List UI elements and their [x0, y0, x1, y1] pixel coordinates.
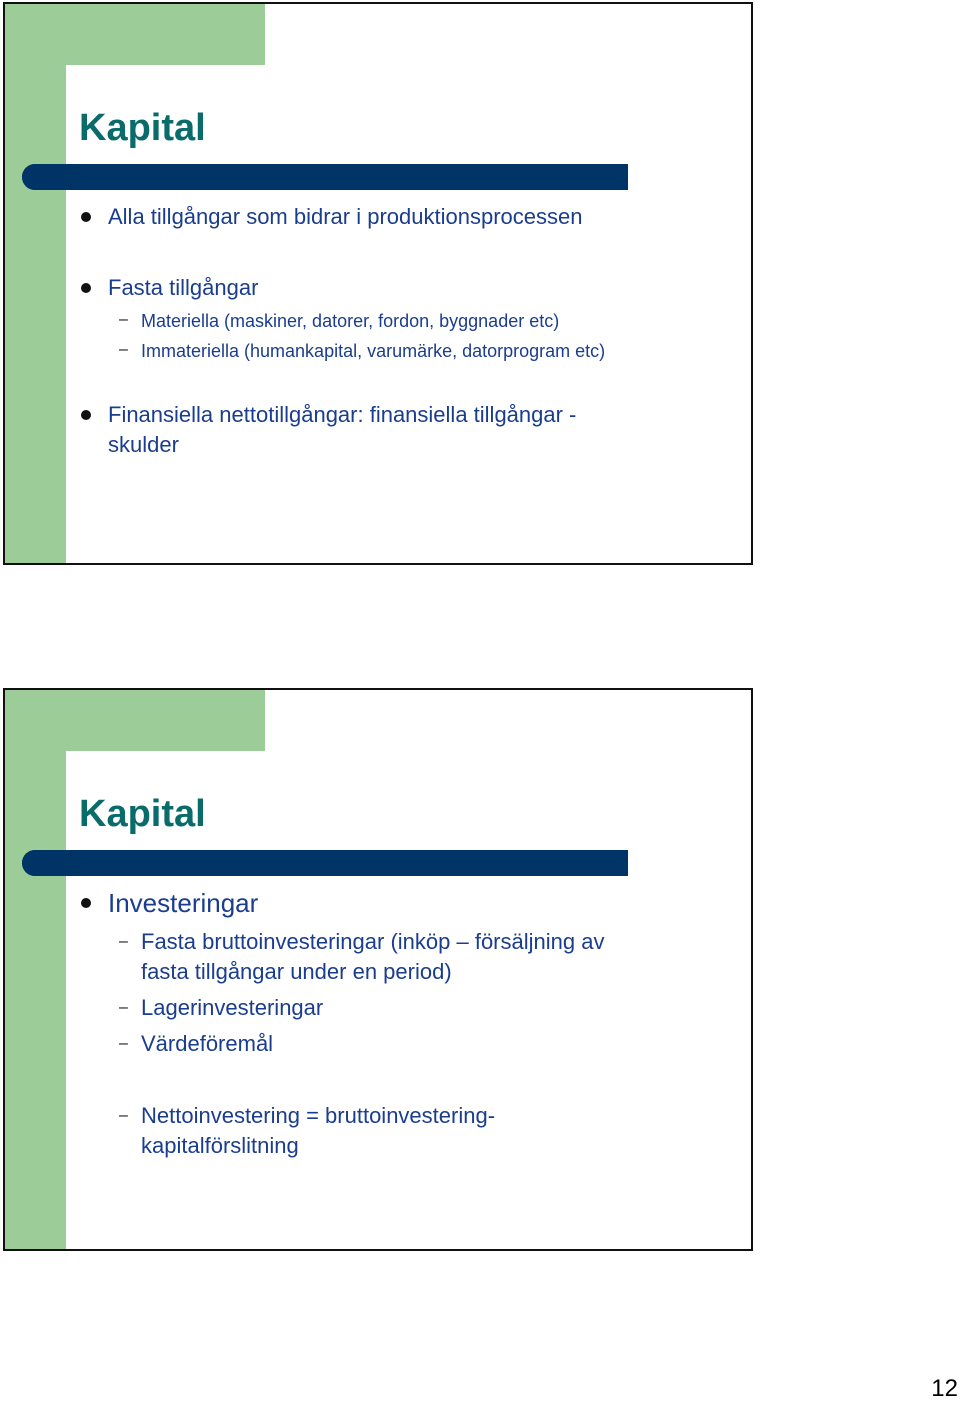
slide-title: Kapital: [79, 793, 206, 835]
dash-marker: –: [119, 1107, 128, 1124]
dash-marker: –: [119, 341, 128, 358]
page-number: 12: [931, 1375, 958, 1402]
bullet-text-continuation: skulder: [108, 432, 179, 457]
title-underline-bar: [22, 850, 628, 876]
bullet-text: Investeringar: [108, 888, 259, 918]
title-underline-bar: [22, 164, 628, 190]
green-top-band: [5, 4, 265, 65]
slide-title: Kapital: [79, 107, 206, 149]
sub-bullet-text: Lagerinvesteringar: [141, 995, 324, 1020]
bullet-text: Finansiella nettotillgångar: finansiella tillgångar -: [108, 402, 577, 427]
dash-marker: –: [119, 1035, 128, 1052]
sub-bullet-text: Materiella (maskiner, datorer, fordon, byggnader etc): [141, 311, 560, 331]
slide-2: [3, 688, 753, 1251]
sub-bullet-text-continuation: kapitalförslitning: [141, 1133, 299, 1158]
dash-marker: –: [119, 311, 128, 328]
bullet-dot: [81, 283, 91, 293]
sub-bullet-text: Värdeföremål: [141, 1031, 274, 1056]
dash-marker: –: [119, 999, 128, 1016]
bullet-text: Fasta tillgångar: [108, 275, 259, 300]
sub-bullet-text: Immateriella (humankapital, varumärke, datorprogram etc): [141, 341, 606, 361]
sub-bullet-text-continuation: fasta tillgångar under en period): [141, 959, 452, 984]
bullet-dot: [81, 898, 91, 908]
sub-bullet-text: Nettoinvestering = bruttoinvestering-: [141, 1103, 496, 1128]
sub-bullet-text: Fasta bruttoinvesteringar (inköp – försäljning av: [141, 929, 605, 954]
green-top-band: [5, 690, 265, 751]
bullet-dot: [81, 212, 91, 222]
green-side-band: [5, 690, 66, 1249]
dash-marker: –: [119, 933, 128, 950]
bullet-dot: [81, 410, 91, 420]
green-side-band: [5, 4, 66, 563]
bullet-text: Alla tillgångar som bidrar i produktionsprocessen: [108, 204, 583, 229]
slide-1: [3, 2, 753, 565]
